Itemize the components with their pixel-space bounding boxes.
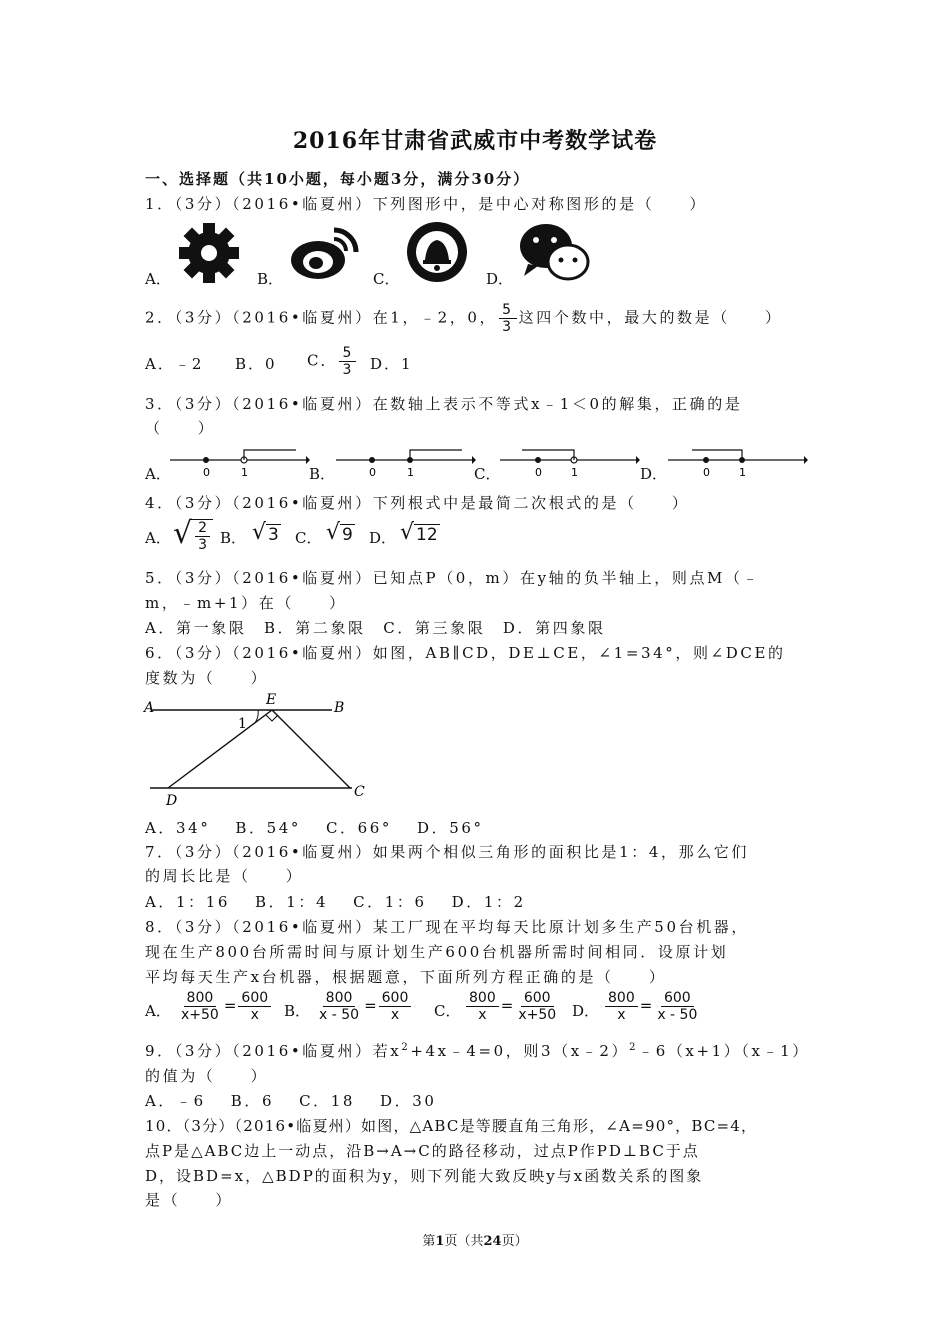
tick-label-0: 0 (369, 466, 376, 478)
question-9-options: A．﹣6 B．6 C．18 D．30 (145, 1092, 437, 1110)
radicand: 3 (268, 525, 279, 545)
radical-sign: √ (173, 516, 193, 551)
tick-label-1: 1 (407, 466, 414, 478)
fraction-two-thirds (195, 520, 210, 553)
q4-option-a-radical (173, 515, 213, 553)
question-9-stem-line1 (145, 1040, 810, 1061)
q4-option-c-radical (326, 521, 355, 545)
denominator: x - 50 (657, 1007, 698, 1023)
question-10-stem-line1: 10．（3分）（2016•临夏州）如图，△ABC是等腰直角三角形，∠A=90°，BC=4， (145, 1117, 758, 1135)
footer-text: 页） (501, 1234, 528, 1249)
q1-option-c: C． (373, 270, 400, 288)
question-6-options: A．34° B．54° C．66° D．56° (145, 819, 484, 837)
q8-option-c: C． (434, 1002, 461, 1020)
q4-option-b: B． (220, 529, 247, 547)
q9-part-a: 9．（3分）（2016•临夏州）若x (145, 1042, 402, 1060)
question-10-stem-line2: 点P是△ABC边上一动点，沿B→A→C的路径移动，过点P作PD⊥BC于点 (145, 1142, 700, 1160)
question-9-stem-line2: 的值为（ ） (145, 1067, 269, 1085)
question-5-stem-line1: 5．（3分）（2016•临夏州）已知点P（0，m）在y轴的负半轴上，则点M（﹣ (145, 569, 761, 587)
tick-label-1: 1 (739, 466, 746, 478)
q8-option-d: D． (572, 1002, 600, 1020)
number-line-c (500, 446, 640, 478)
question-4-stem: 4．（3分）（2016•临夏州）下列根式中是最简二次根式的是（ ） (145, 494, 690, 512)
numerator: 600 (521, 990, 554, 1007)
fraction-numerator: 2 (195, 520, 210, 537)
numerator: 800 (184, 990, 217, 1007)
denominator: x (390, 1007, 400, 1023)
label-b: B (334, 700, 345, 716)
denominator: x (478, 1007, 487, 1023)
denominator: x (617, 1007, 626, 1023)
q3-option-c: C． (474, 465, 501, 483)
q2-option-a: A．﹣2 (145, 355, 204, 373)
q2-stem-b: 这四个数中，最大的数是（ ） (518, 308, 783, 327)
denominator: x (250, 1007, 259, 1023)
q3-option-b: B． (309, 465, 336, 483)
numerator: 800 (466, 990, 499, 1007)
tick-label-0: 0 (203, 466, 210, 478)
label-c: C (354, 784, 365, 800)
bell-app-icon (405, 220, 469, 284)
question-7-stem-line2: 的周长比是（ ） (145, 867, 304, 885)
number-line-b (336, 446, 476, 478)
radical-sign: √ (326, 520, 341, 545)
q2-option-b: B．0 (235, 355, 277, 373)
q1-option-a: A． (145, 270, 171, 288)
equals-sign: = (639, 996, 653, 1015)
q8-equation-b (314, 990, 413, 1023)
denominator: x+50 (181, 1007, 219, 1023)
label-a: A (144, 700, 155, 716)
q4-option-c: C． (295, 529, 322, 547)
fraction-denominator: 3 (502, 319, 514, 335)
fraction-five-thirds (339, 345, 356, 378)
question-7-options: A．1：16 B．1：4 C．1：6 D．1：2 (145, 893, 526, 911)
tick-label-0: 0 (703, 466, 710, 478)
section-heading: 一、选择题（共10小题，每小题3分，满分30分） (145, 170, 531, 188)
tick-label-1: 1 (241, 466, 248, 478)
denominator: x+50 (518, 1007, 557, 1023)
weibo-icon (288, 226, 360, 282)
question-2-stem (145, 302, 783, 335)
question-8-stem-line2: 现在生产800台所需时间与原计划生产600台机器所需时间相同．设原计划 (145, 943, 729, 961)
q4-option-a: A． (145, 529, 171, 547)
label-e: E (266, 692, 277, 708)
question-5-stem-line2: m，﹣m+1）在（ ） (145, 594, 347, 612)
q4-option-b-radical (252, 521, 281, 545)
tick-label-1: 1 (571, 466, 578, 478)
question-10-stem-line4: 是（ ） (145, 1191, 234, 1209)
question-10-stem-line3: D，设BD=x，△BDP的面积为y，则下列能大致反映y与x函数关系的图象 (145, 1167, 704, 1185)
question-6-stem-line1: 6．（3分）（2016•临夏州）如图，AB∥CD，DE⊥CE，∠1=34°，则∠DCE的 (145, 644, 786, 662)
q8-equation-d (603, 990, 702, 1023)
q8-option-a: A． (145, 1002, 171, 1020)
numerator: 600 (238, 990, 271, 1007)
page-number: 1 (435, 1234, 445, 1249)
wechat-icon (518, 220, 590, 284)
q8-option-b: B． (284, 1002, 311, 1020)
fraction-numerator: 5 (339, 345, 356, 362)
gear-icon (178, 222, 240, 284)
label-angle-1: 1 (238, 716, 247, 732)
radicand: 9 (342, 525, 353, 545)
q2-option-d: D．1 (370, 355, 413, 373)
radical-sign: √ (400, 520, 415, 545)
page-title: 2016年甘肃省武威市中考数学试卷 (292, 128, 658, 154)
equals-sign: = (364, 996, 377, 1015)
q8-equation-a (176, 990, 273, 1023)
numerator: 800 (605, 990, 638, 1007)
numerator: 800 (323, 990, 356, 1007)
q9-part-c: ﹣6（x+1）（x﹣1） (638, 1042, 810, 1060)
number-line-a (170, 446, 310, 478)
page-total: 24 (483, 1234, 502, 1249)
question-8-stem-line1: 8．（3分）（2016•临夏州）某工厂现在平均每天比原计划多生产50台机器， (145, 918, 749, 936)
q2-option-c-label: C． (307, 351, 338, 370)
label-d: D (166, 793, 178, 809)
q3-option-d: D． (640, 465, 668, 483)
denominator: x - 50 (319, 1007, 360, 1023)
q1-option-b: B． (257, 270, 284, 288)
fraction-numerator: 5 (499, 302, 517, 319)
fraction-denominator: 3 (198, 537, 208, 553)
question-3-stem-line1: 3．（3分）（2016•临夏州）在数轴上表示不等式x﹣1＜0的解集，正确的是 (145, 395, 743, 413)
q9-part-b: +4x﹣4=0，则3（x﹣2） (410, 1042, 630, 1060)
question-8-stem-line3: 平均每天生产x台机器，根据题意，下面所列方程正确的是（ ） (145, 968, 667, 986)
geometry-figure-q6 (142, 690, 372, 810)
question-3-stem-line2: （ ） (145, 419, 216, 437)
question-7-stem-line1: 7．（3分）（2016•临夏州）如果两个相似三角形的面积比是1：4，那么它们 (145, 843, 749, 861)
q3-option-a: A． (145, 465, 171, 483)
q8-equation-c (464, 990, 561, 1023)
number-line-d (668, 446, 808, 478)
fraction-denominator: 3 (342, 362, 354, 378)
question-5-options: A．第一象限 B．第二象限 C．第三象限 D．第四象限 (145, 619, 606, 637)
radicand: 12 (416, 525, 438, 545)
q4-option-d: D． (369, 529, 397, 547)
equals-sign: = (223, 996, 237, 1015)
equals-sign: = (500, 996, 514, 1015)
q4-option-d-radical (400, 521, 440, 545)
fraction-five-thirds (499, 302, 517, 335)
footer-text: 页（共 (444, 1234, 484, 1249)
numerator: 600 (661, 990, 694, 1007)
radical-sign: √ (252, 520, 267, 545)
exponent: 2 (401, 1042, 411, 1053)
exponent: 2 (629, 1042, 639, 1053)
question-1-stem: 1．（3分）（2016•临夏州）下列图形中，是中心对称图形的是（ ） (145, 195, 708, 213)
footer-text: 第 (422, 1234, 436, 1249)
q2-stem-a: 2．（3分）（2016•临夏州）在1，﹣2，0， (145, 308, 498, 327)
question-6-stem-line2: 度数为（ ） (145, 669, 269, 687)
numerator: 600 (379, 990, 412, 1007)
tick-label-0: 0 (535, 466, 542, 478)
page-footer (0, 1230, 950, 1249)
q2-option-c (307, 345, 358, 378)
q1-option-d: D． (486, 270, 514, 288)
